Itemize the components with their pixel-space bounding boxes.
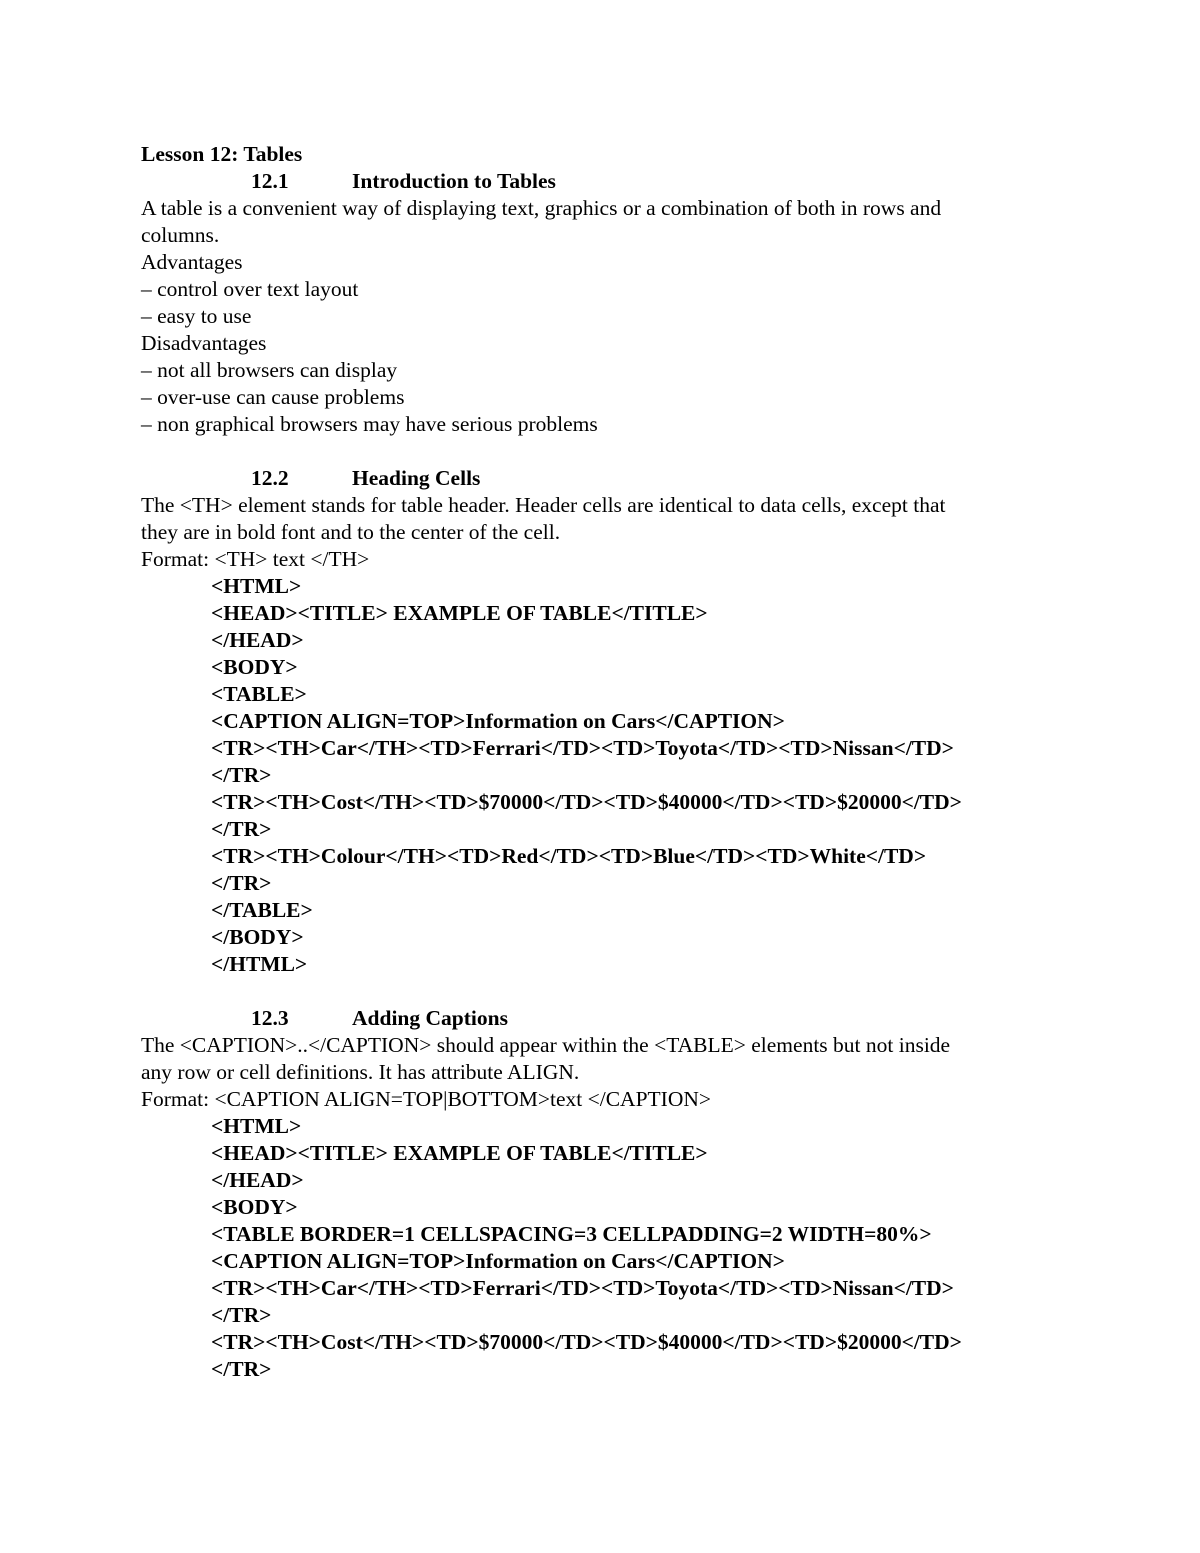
code-line: </TR>	[211, 1357, 272, 1381]
code-line: </TR>	[211, 1303, 272, 1327]
paragraph-line: A table is a convenient way of displaying text, graphics or a combination of both in rows and	[141, 196, 942, 220]
list-item: – non graphical browsers may have serious problems	[141, 412, 598, 436]
code-line: <TABLE BORDER=1 CELLSPACING=3 CELLPADDING=2 WIDTH=80%>	[211, 1222, 932, 1246]
section-title: Heading Cells	[352, 466, 481, 490]
paragraph-line: they are in bold font and to the center of the cell.	[141, 520, 561, 544]
code-line: <HTML>	[211, 1114, 302, 1138]
format-line: Format: <CAPTION ALIGN=TOP|BOTTOM>text </CAPTION>	[141, 1087, 711, 1111]
list-item: – easy to use	[141, 304, 252, 328]
advantages-label: Advantages	[141, 250, 243, 274]
section-heading-12-1	[141, 168, 1061, 195]
format-line: Format: <TH> text </TH>	[141, 547, 370, 571]
code-line: <TR><TH>Colour</TH><TD>Red</TD><TD>Blue</TD><TD>White</TD>	[211, 844, 927, 868]
section-number: 12.1	[251, 169, 289, 193]
paragraph-line: any row or cell definitions. It has attribute ALIGN.	[141, 1060, 580, 1084]
code-line: </TABLE>	[211, 898, 313, 922]
code-line: <TABLE>	[211, 682, 307, 706]
list-item: – control over text layout	[141, 277, 359, 301]
code-line: <TR><TH>Cost</TH><TD>$70000</TD><TD>$40000</TD><TD>$20000</TD>	[211, 1330, 962, 1354]
section-title: Adding Captions	[352, 1006, 508, 1030]
document-page	[141, 141, 1061, 1383]
code-line: </TR>	[211, 817, 272, 841]
code-line: <CAPTION ALIGN=TOP>Information on Cars</CAPTION>	[211, 709, 785, 733]
code-line: <TR><TH>Cost</TH><TD>$70000</TD><TD>$40000</TD><TD>$20000</TD>	[211, 790, 962, 814]
section-heading-12-3	[141, 1005, 1061, 1032]
code-line: </HEAD>	[211, 1168, 304, 1192]
section-title: Introduction to Tables	[352, 169, 556, 193]
code-line: </TR>	[211, 763, 272, 787]
code-example-2	[141, 1113, 1061, 1383]
code-line: </TR>	[211, 871, 272, 895]
code-line: <TR><TH>Car</TH><TD>Ferrari</TD><TD>Toyota</TD><TD>Nissan</TD>	[211, 1276, 954, 1300]
paragraph-line: columns.	[141, 223, 220, 247]
section-number: 12.2	[251, 466, 289, 490]
lesson-title: Lesson 12: Tables	[141, 142, 303, 166]
list-item: – over-use can cause problems	[141, 385, 405, 409]
spacer	[141, 978, 1061, 1005]
spacer	[141, 438, 1061, 465]
code-line: <TR><TH>Car</TH><TD>Ferrari</TD><TD>Toyota</TD><TD>Nissan</TD>	[211, 736, 954, 760]
code-line: <HEAD><TITLE> EXAMPLE OF TABLE</TITLE>	[211, 601, 708, 625]
list-item: – not all browsers can display	[141, 358, 398, 382]
code-line: <BODY>	[211, 655, 298, 679]
code-line: <HTML>	[211, 574, 302, 598]
paragraph-line: The <CAPTION>..</CAPTION> should appear within the <TABLE> elements but not inside	[141, 1033, 951, 1057]
code-example-1	[141, 573, 1061, 978]
code-line: <BODY>	[211, 1195, 298, 1219]
code-line: </BODY>	[211, 925, 304, 949]
code-line: </HTML>	[211, 952, 308, 976]
paragraph-line: The <TH> element stands for table header. Header cells are identical to data cells, except that	[141, 493, 946, 517]
code-line: <HEAD><TITLE> EXAMPLE OF TABLE</TITLE>	[211, 1141, 708, 1165]
code-line: <CAPTION ALIGN=TOP>Information on Cars</CAPTION>	[211, 1249, 785, 1273]
code-line: </HEAD>	[211, 628, 304, 652]
disadvantages-label: Disadvantages	[141, 331, 267, 355]
section-heading-12-2	[141, 465, 1061, 492]
section-number: 12.3	[251, 1006, 289, 1030]
